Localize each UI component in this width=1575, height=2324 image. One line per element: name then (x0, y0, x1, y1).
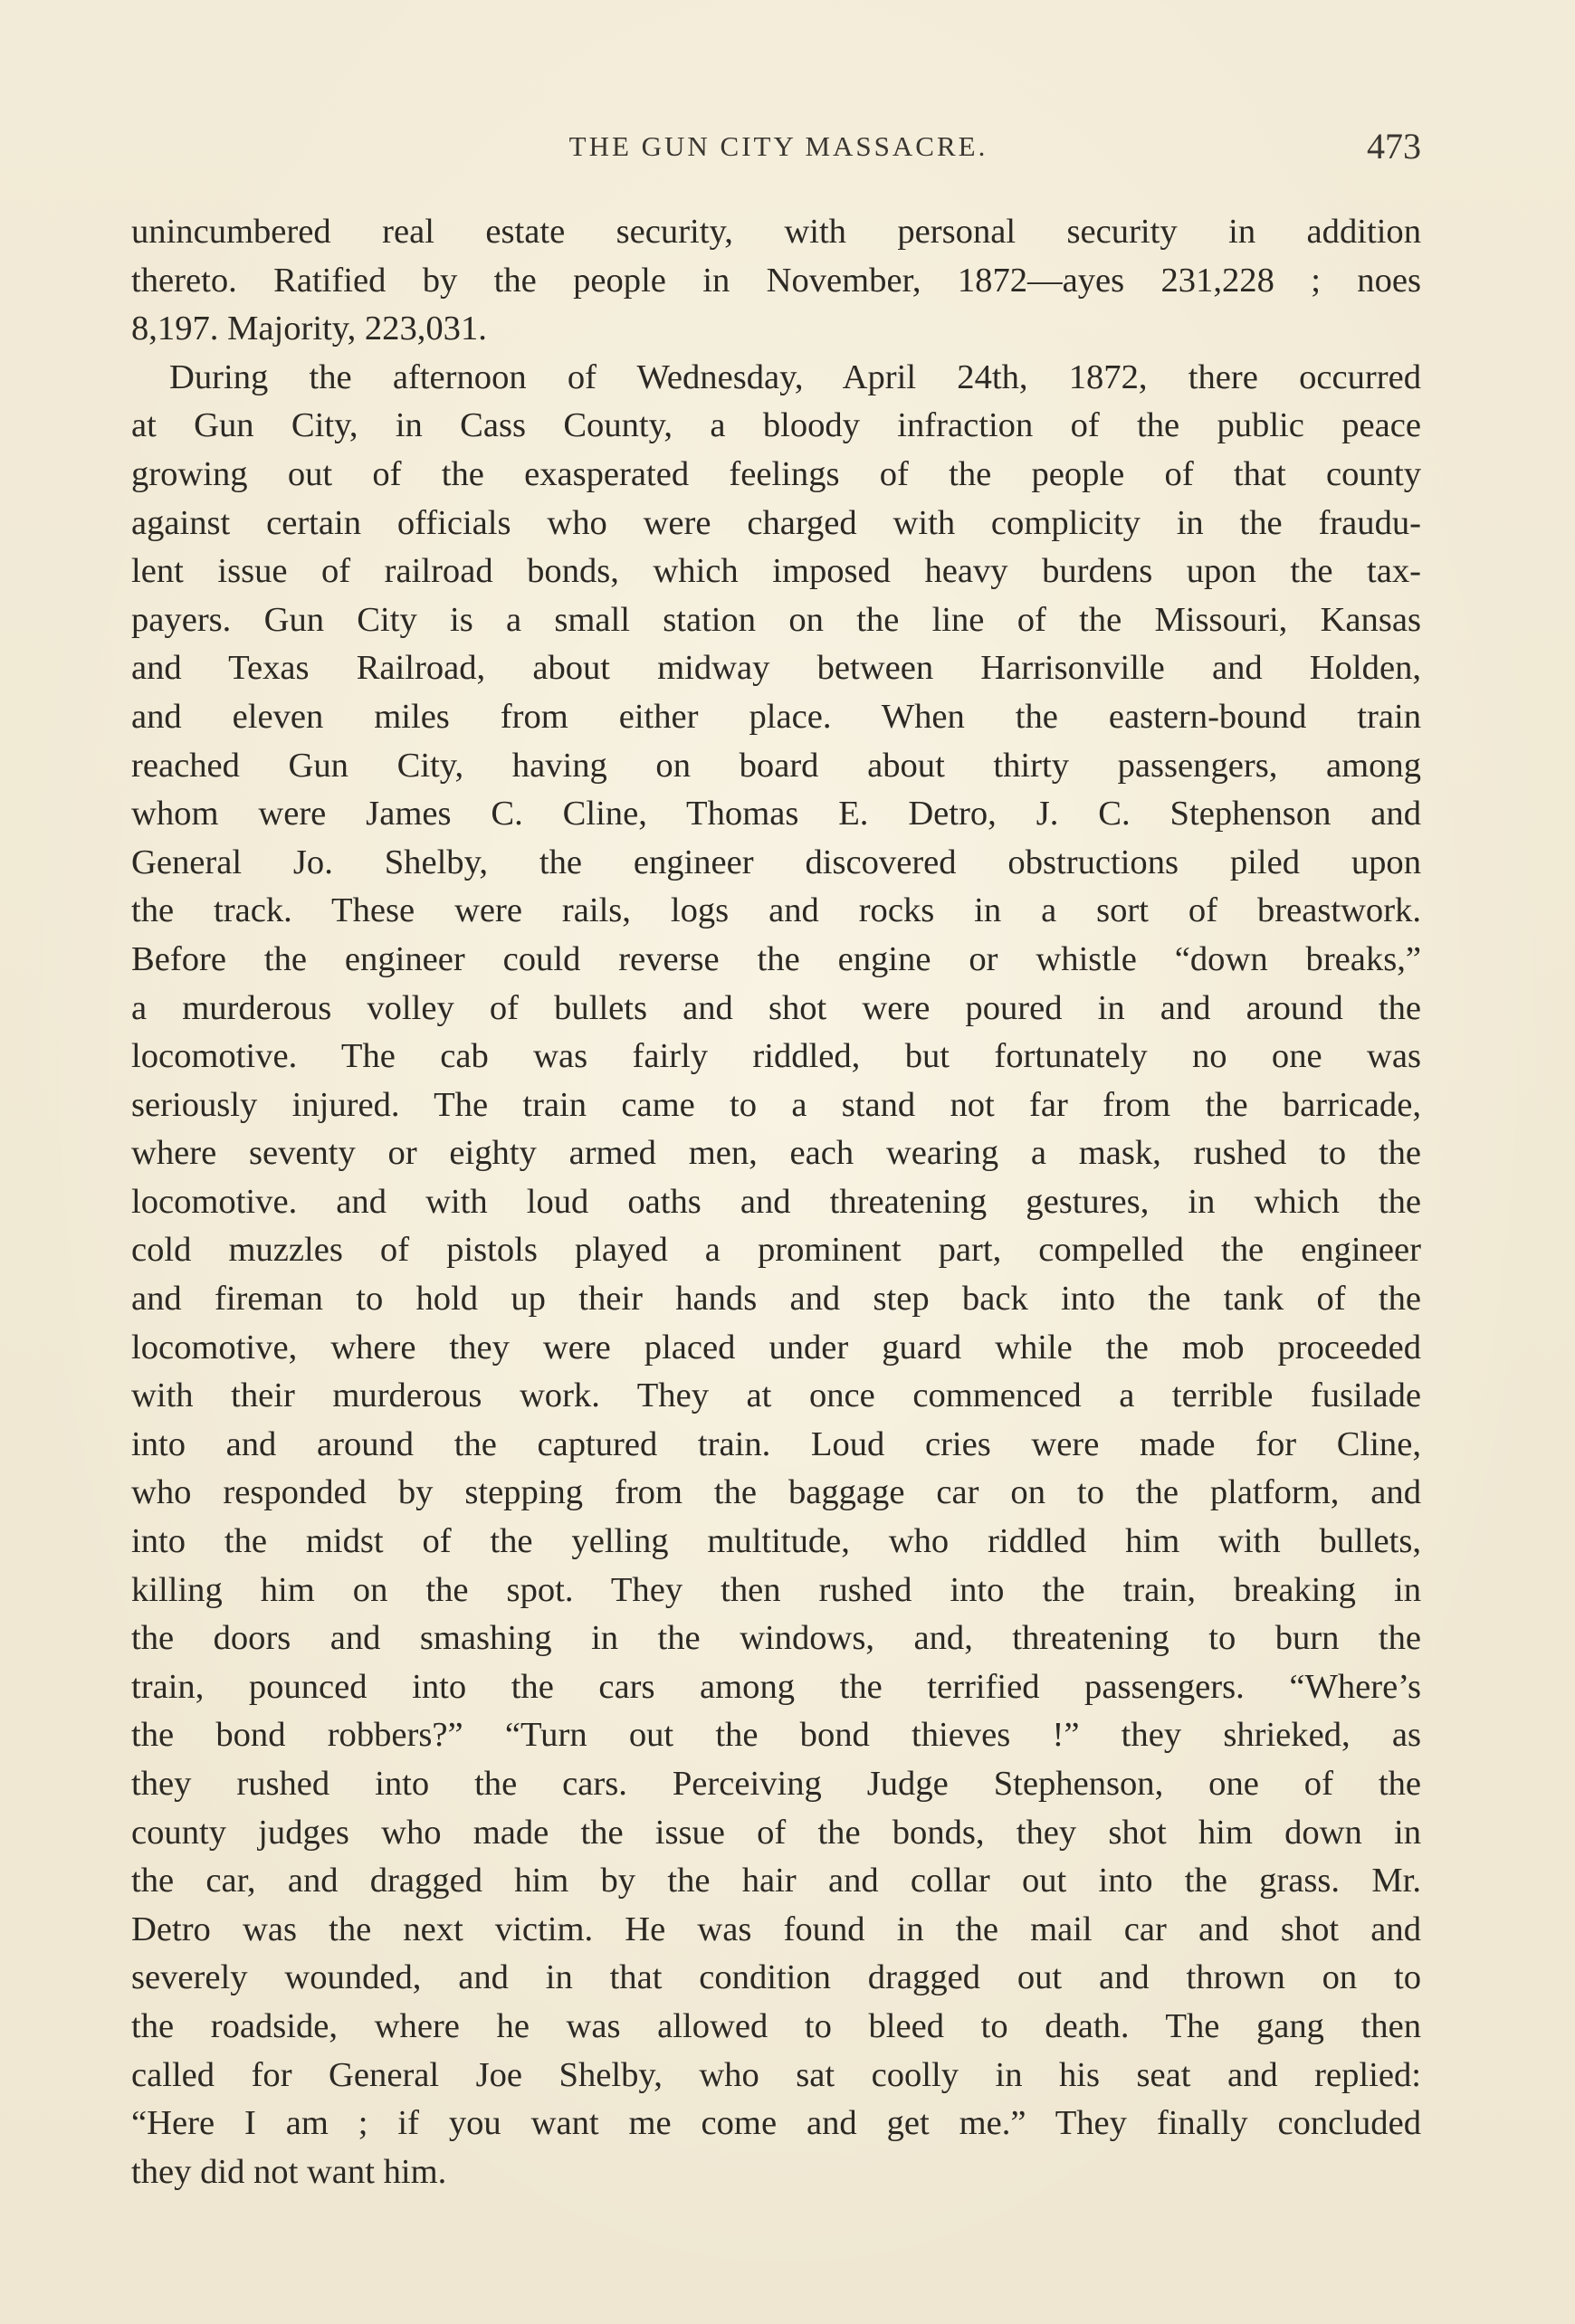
text-line: where seventy or eighty armed men, each wearing a mask, rushed to the (131, 1134, 1421, 1173)
text-line: they did not want him. (131, 2152, 447, 2191)
text-line: called for General Joe Shelby, who sat coolly in his seat and replied: (131, 2055, 1421, 2094)
text-line: and fireman to hold up their hands and step back into the tank of the (131, 1280, 1421, 1319)
text-line: locomotive. The cab was fairly riddled, but fortunately no one was (131, 1037, 1421, 1076)
text-line: and eleven miles from either place. When the eastern-bound train (131, 697, 1421, 736)
text-line: the doors and smashing in the windows, and, threatening to burn the (131, 1619, 1421, 1658)
text-line: Before the engineer could reverse the engine or whistle “down breaks,” (131, 939, 1421, 978)
text-line: against certain officials who were charged with complicity in the fraudu- (131, 503, 1421, 542)
text-line: locomotive. and with loud oaths and threatening gestures, in which the (131, 1182, 1421, 1221)
text-line: 8,197. Majority, 223,031. (131, 310, 487, 348)
text-line: the track. These were rails, logs and rocks in a sort of breastwork. (131, 891, 1421, 930)
page-number: 473 (1367, 126, 1421, 167)
text-line: thereto. Ratified by the people in November, 1872—ayes 231,228 ; noes (131, 261, 1421, 300)
text-line: who responded by stepping from the baggage car on to the platform, and (131, 1473, 1421, 1512)
running-title: THE GUN CITY MASSACRE. (568, 130, 988, 162)
text-line: into and around the captured train. Loud cries were made for Cline, (131, 1424, 1421, 1463)
text-line: During the afternoon of Wednesday, April 24th, 1872, there occurred (169, 357, 1421, 396)
text-line: the car, and dragged him by the hair and collar out into the grass. Mr. (131, 1862, 1421, 1900)
text-line: killing him on the spot. They then rushed into the train, breaking in (131, 1570, 1421, 1609)
text-line: severely wounded, and in that condition dragged out and thrown on to (131, 1958, 1421, 1997)
text-line: whom were James C. Cline, Thomas E. Detro, J. C. Stephenson and (131, 795, 1421, 833)
text-line: they rushed into the cars. Perceiving Judge Stephenson, one of the (131, 1765, 1421, 1803)
text-line: a murderous volley of bullets and shot were poured in and around the (131, 988, 1421, 1027)
text-line: seriously injured. The train came to a stand not far from the barricade, (131, 1085, 1421, 1124)
text-line: “Here I am ; if you want me come and get me.” They finally concluded (131, 2104, 1421, 2143)
text-line: county judges who made the issue of the bonds, they shot him down in (131, 1813, 1421, 1852)
text-line: the bond robbers?” “Turn out the bond thieves !” they shrieked, as (131, 1716, 1421, 1755)
text-line: at Gun City, in Cass County, a bloody infraction of the public peace (131, 406, 1421, 445)
text-line: payers. Gun City is a small station on the line of the Missouri, Kansas (131, 600, 1421, 639)
text-line: with their murderous work. They at once commenced a terrible fusilade (131, 1376, 1421, 1415)
text-line: General Jo. Shelby, the engineer discovered obstructions piled upon (131, 843, 1421, 881)
text-line: lent issue of railroad bonds, which imposed heavy burdens upon the tax- (131, 552, 1421, 591)
body-text (131, 208, 1421, 2226)
text-line: locomotive, where they were placed under guard while the mob proceeded (131, 1328, 1421, 1367)
page-header (136, 125, 1421, 179)
text-line: the roadside, where he was allowed to bleed to death. The gang then (131, 2006, 1421, 2045)
text-line: reached Gun City, having on board about thirty passengers, among (131, 746, 1421, 785)
text-line: growing out of the exasperated feelings of the people of that county (131, 454, 1421, 493)
text-line: unincumbered real estate security, with personal security in addition (131, 213, 1421, 251)
text-line: into the midst of the yelling multitude, who riddled him with bullets, (131, 1522, 1421, 1561)
text-line: cold muzzles of pistols played a prominent part, compelled the engineer (131, 1231, 1421, 1270)
text-line: Detro was the next victim. He was found in the mail car and shot and (131, 1910, 1421, 1948)
text-line: and Texas Railroad, about midway between Harrisonville and Holden, (131, 649, 1421, 688)
text-line: train, pounced into the cars among the terrified passengers. “Where’s (131, 1667, 1421, 1706)
